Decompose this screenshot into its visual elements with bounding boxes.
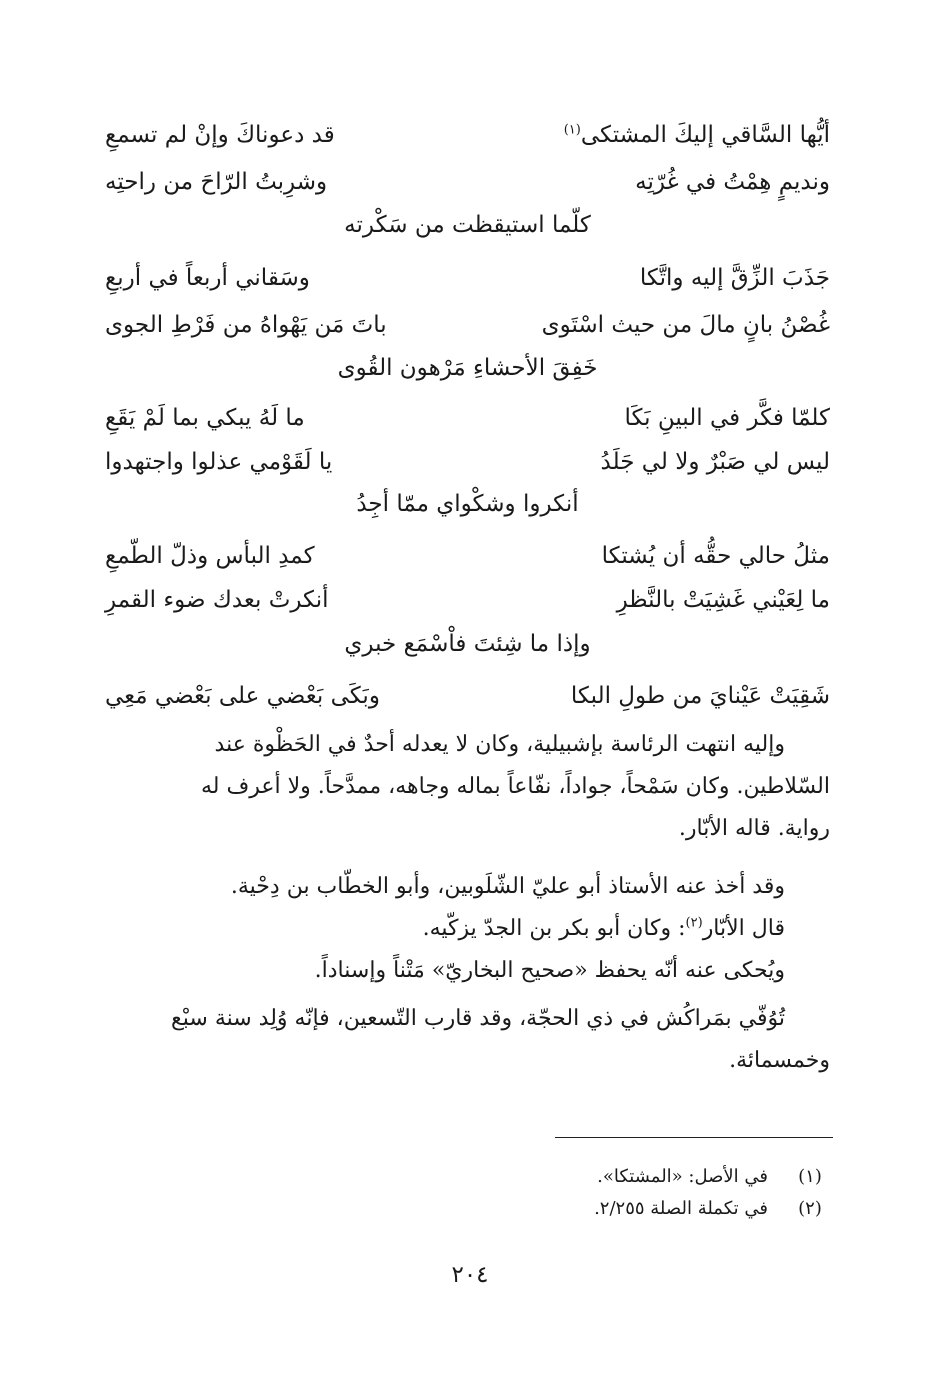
verse-line bbox=[105, 162, 830, 202]
prose-line: ويُحكى عنه أنّه يحفظ «صحيح البخاريّ» مَتْناً وإسناداً. bbox=[314, 958, 785, 983]
hemistich-left: أنكرتْ بعدك ضوء القمرِ bbox=[105, 587, 329, 613]
verse-line bbox=[105, 676, 830, 716]
hemistich-left: كمدِ البأس وذلّ الطّمعِ bbox=[105, 543, 315, 569]
hemistich-right: ليس لي صَبْرٌ ولا لي جَلَدُ bbox=[600, 449, 830, 475]
hemistich-right: كلمّا فكَّر في البينِ بَكَا bbox=[624, 405, 830, 431]
refrain-line: أنكروا وشكْواي ممّا أجِدُ bbox=[356, 491, 579, 517]
footnote-ref: (١) bbox=[563, 122, 581, 138]
refrain-line: خَفِقَ الأحشاءِ مَرْهون القُوى bbox=[337, 355, 598, 381]
verse-line bbox=[105, 398, 830, 438]
refrain-line: كلّما استيقظت من سَكْرته bbox=[344, 212, 591, 238]
hemistich-right: أيُّها السَّاقي إليكَ المشتكى$^{(١)}$ bbox=[563, 122, 830, 148]
prose-line: وإليه انتهت الرئاسة بإشبيلية، وكان لا يعدله أحدٌ في الحَظْوة عند bbox=[214, 732, 785, 757]
hemistich-left: ما لَهُ يبكي بما لَمْ يَقَعِ bbox=[105, 405, 305, 431]
footnote-text: في الأصل: «المشتكا». bbox=[597, 1166, 768, 1187]
hemistich-left: باتَ مَن يَهْواهُ من فَرْطِ الجوى bbox=[105, 312, 387, 338]
footnote bbox=[105, 1162, 830, 1192]
verse-line bbox=[105, 115, 830, 155]
hemistich-left: وشرِبتُ الرّاحَ من راحتِه bbox=[105, 169, 328, 195]
hemistich-left: وبَكَى بَعْضي على بَعْضي مَعِي bbox=[105, 683, 380, 709]
hemistich-right: شَقِيَتْ عَيْنايَ من طولِ البكا bbox=[570, 683, 830, 709]
hemistich-left: يا لَقَوْمي عذلوا واجتهدوا bbox=[105, 449, 333, 475]
prose-line: وقد أخذ عنه الأستاذ أبو عليّ الشّلَوبين، وأبو الخطّاب بن دِحْية. bbox=[230, 874, 785, 899]
hemistich-right: غُصْنُ بانٍ مالَ من حيث اسْتَوى bbox=[541, 312, 830, 338]
hemistich-right: جَذَبَ الزِّقَّ إليه واتَّكا bbox=[639, 265, 830, 291]
prose-line: قال الأبّار$^{(٢)}$: وكان أبو بكر بن الجدّ يزكّيه. bbox=[422, 915, 785, 941]
prose-line: السّلاطين. وكان سَمْحاً، جواداً، نفّاعاً بماله وجاهه، ممدَّحاً. ولا أعرف له bbox=[200, 774, 830, 799]
refrain-line: وإذا ما شِئتَ فاْسْمَع خبري bbox=[344, 631, 591, 657]
verse-line bbox=[105, 580, 830, 620]
hemistich-left: قد دعوناكَ وإنْ لم تسمعِ bbox=[105, 122, 335, 148]
footnote-ref: (٢) bbox=[685, 915, 703, 931]
footnote bbox=[105, 1194, 830, 1224]
footnote-number: (١) bbox=[798, 1166, 822, 1187]
footnote-number: (٢) bbox=[798, 1198, 822, 1219]
prose-line: رواية. قاله الأبّار. bbox=[678, 816, 830, 841]
footnote-divider bbox=[555, 1137, 833, 1138]
verse-line bbox=[105, 305, 830, 345]
verse-line bbox=[105, 536, 830, 576]
hemistich-left: وسَقاني أربعاً في أربعِ bbox=[105, 265, 310, 291]
footnote-text: في تكملة الصلة ٢/٢٥٥. bbox=[594, 1198, 768, 1219]
prose-line: وخمسمائة. bbox=[729, 1048, 830, 1073]
hemistich-right: ونديمٍ هِمْتُ في غُرّتِه bbox=[635, 169, 830, 195]
prose-line: تُوُفّي بمَراكُش في ذي الحجّة، وقد قارب التّسعين، فإنّه وُلِد سنة سبْع bbox=[171, 1006, 785, 1031]
verse-line bbox=[105, 258, 830, 298]
page-number: ٢٠٤ bbox=[451, 1262, 489, 1288]
hemistich-right: مثلُ حالي حقُّه أن يُشتكا bbox=[601, 543, 830, 569]
hemistich-right: ما لِعَيْني غَشِيَتْ بالنَّظرِ bbox=[616, 587, 830, 613]
verse-line bbox=[105, 442, 830, 482]
